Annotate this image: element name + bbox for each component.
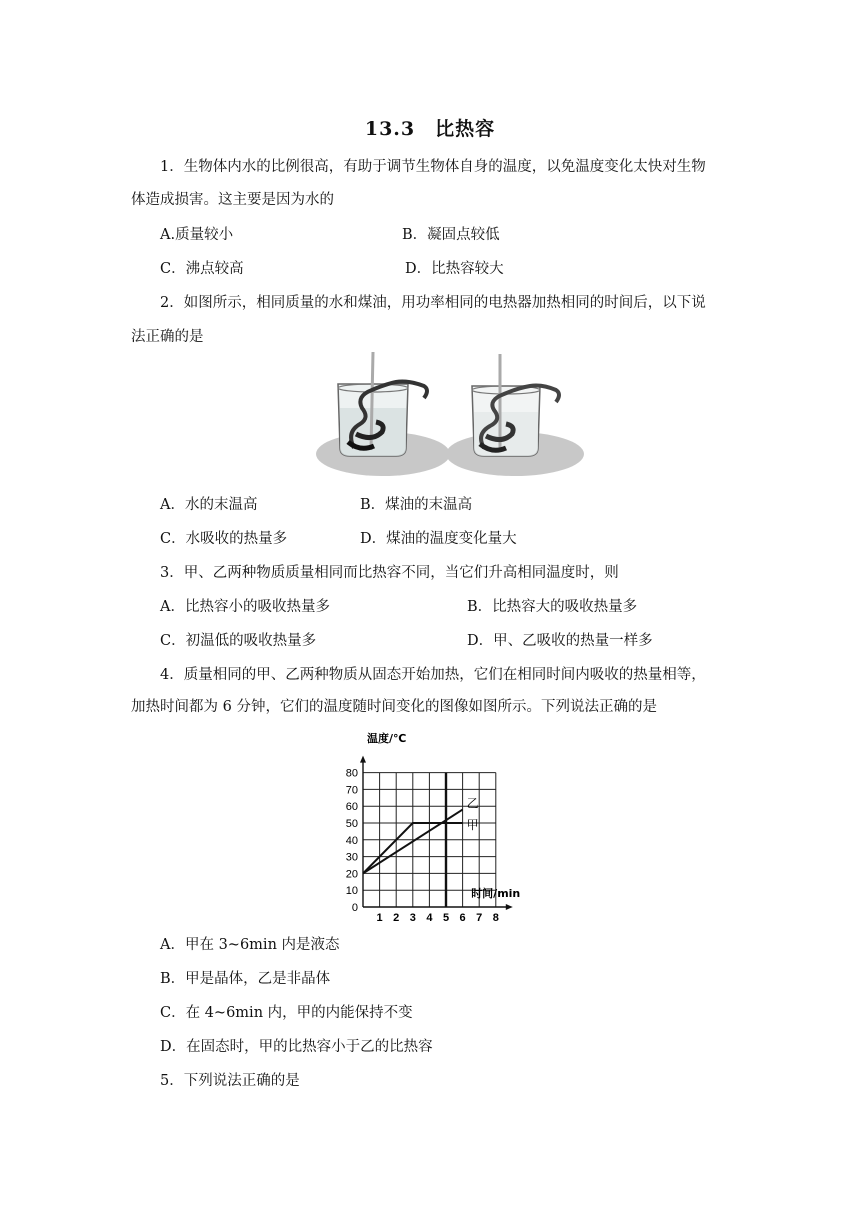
q5-stem: 5．下列说法正确的是	[160, 1073, 300, 1089]
y-tick-label: 60	[345, 801, 358, 814]
kerosene-beaker-illustration	[446, 354, 584, 476]
temperature-time-chart	[336, 726, 526, 922]
x-tick-label: 1	[376, 912, 383, 922]
y-tick-label: 20	[345, 868, 358, 881]
q3-stem: 3．甲、乙两种物质质量相同而比热容不同，当它们升高相同温度时，则	[160, 565, 619, 581]
x-tick-label: 7	[476, 912, 483, 922]
y-axis-arrow	[360, 756, 366, 763]
x-tick-label: 4	[426, 912, 433, 922]
q1-option-a: A.质量较小	[160, 227, 234, 243]
y-tick-label: 10	[345, 885, 358, 898]
x-tick-label: 8	[492, 912, 499, 922]
y-axis-label: 温度/℃	[367, 732, 407, 745]
y-tick-label: 40	[345, 834, 358, 847]
q2-option-c: C．水吸收的热量多	[160, 531, 288, 547]
q4-stem-line1: 4．质量相同的甲、乙两种物质从固态开始加热，它们在相同时间内吸收的热量相等，	[160, 667, 706, 683]
x-tick-label: 3	[409, 912, 416, 922]
q1-stem-line2: 体造成损害。这主要是因为水的	[131, 192, 334, 208]
y-tick-label: 80	[345, 767, 358, 780]
q2-option-a: A．水的末温高	[160, 497, 258, 513]
q4-stem-line2: 加热时间都为 6 分钟，它们的温度随时间变化的图像如图所示。下列说法正确的是	[131, 699, 657, 715]
q2-stem-line1: 2．如图所示，相同质量的水和煤油，用功率相同的电热器加热相同的时间后，以下说	[160, 295, 706, 311]
x-axis-label: 时间/min	[471, 887, 521, 900]
x-tick-label: 2	[393, 912, 400, 922]
q4-option-a: A．甲在 3~6min 内是液态	[160, 937, 340, 953]
x-tick-label: 6	[459, 912, 466, 922]
beakers-figure	[316, 352, 602, 478]
series-label: 甲	[466, 818, 479, 832]
q1-stem-line1: 1．生物体内水的比例很高，有助于调节生物体自身的温度，以免温度变化太快对生物	[160, 159, 706, 175]
y-tick-label: 0	[351, 902, 358, 914]
x-tick-label: 5	[442, 912, 450, 922]
q3-option-b: B．比热容大的吸收热量多	[467, 599, 638, 615]
q4-option-d: D．在固态时，甲的比热容小于乙的比热容	[160, 1039, 433, 1055]
q1-option-b: B．凝固点较低	[402, 227, 500, 243]
page-title: 13.3 比热容	[364, 118, 496, 140]
water-beaker-illustration	[316, 352, 450, 476]
q3-option-d: D．甲、乙吸收的热量一样多	[467, 633, 653, 649]
q1-option-d: D．比热容较大	[405, 261, 504, 277]
q2-stem-line2: 法正确的是	[131, 329, 204, 345]
q2-option-b: B．煤油的末温高	[360, 497, 473, 513]
y-tick-label: 30	[345, 851, 358, 864]
y-tick-label: 70	[345, 784, 358, 797]
q1-option-c: C．沸点较高	[160, 261, 244, 277]
q4-option-b: B．甲是晶体，乙是非晶体	[160, 971, 331, 987]
x-axis-arrow	[506, 904, 513, 910]
q2-option-d: D．煤油的温度变化量大	[360, 531, 517, 547]
q3-option-c: C．初温低的吸收热量多	[160, 633, 317, 649]
series-label: 乙	[466, 796, 479, 811]
y-tick-label: 50	[345, 818, 358, 830]
q3-option-a: A．比热容小的吸收热量多	[160, 599, 330, 615]
q4-option-c: C．在 4~6min 内，甲的内能保持不变	[160, 1005, 413, 1021]
